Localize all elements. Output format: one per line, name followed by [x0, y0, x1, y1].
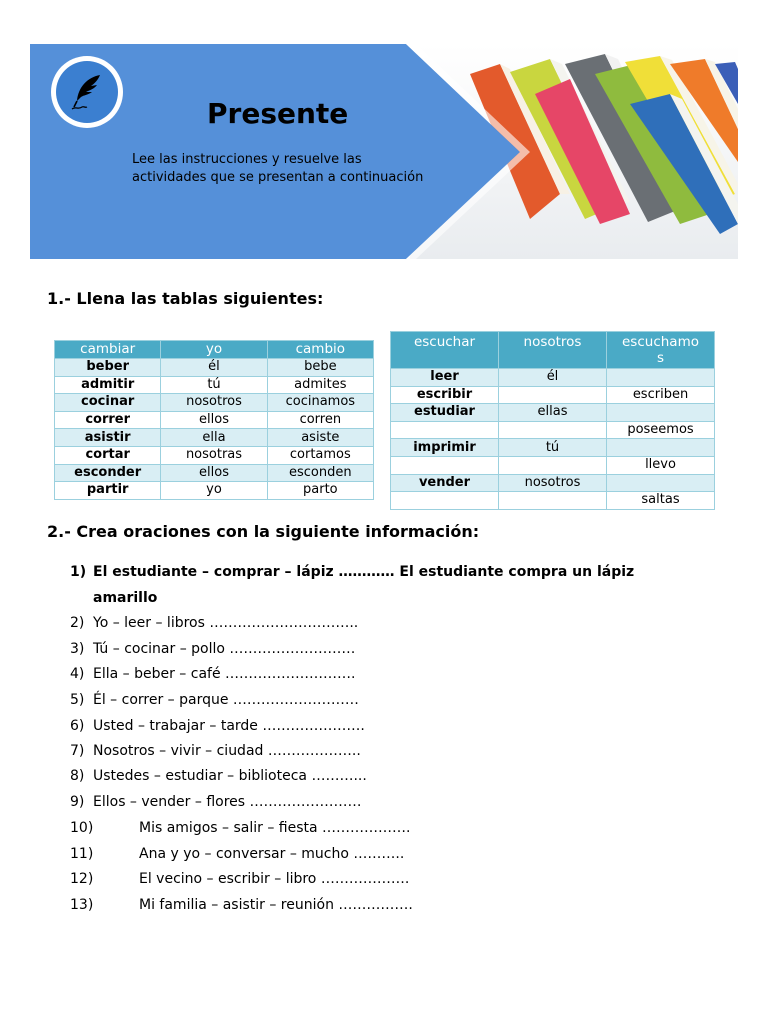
list-item-number: 4): [70, 666, 85, 682]
list-item-text: El vecino – escribir – libro ……………….: [139, 871, 410, 887]
instructions-line-1: Lee las instrucciones y resuelve las: [132, 152, 362, 167]
conjugation-table-2: [390, 331, 715, 510]
table-cell: vender: [391, 474, 499, 492]
list-item-text: Mi familia – asistir – reunión …………….: [139, 897, 413, 913]
page-title: Presente: [207, 97, 349, 130]
table-cell: poseemos: [607, 421, 715, 439]
table-row: [55, 446, 374, 464]
table-row: [391, 439, 715, 457]
list-item-number: 10): [70, 820, 94, 836]
list-item-number: 13): [70, 897, 94, 913]
logo-circle: [56, 61, 118, 123]
section-1-heading: 1.- Llena las tablas siguientes:: [47, 289, 324, 308]
table-cell: asistir: [55, 429, 161, 447]
table-cell: cocinar: [55, 394, 161, 412]
table-cell: ellos: [161, 411, 267, 429]
table-cell: él: [499, 369, 607, 387]
table-cell: bebe: [267, 359, 373, 377]
table-header-line: s: [656, 350, 665, 366]
table-cell: nosotros: [499, 474, 607, 492]
list-item-text: Yo – leer – libros …………………………..: [93, 615, 359, 631]
header-banner: [30, 44, 738, 259]
list-item-number: 8): [70, 768, 85, 784]
table-cell: cortar: [55, 446, 161, 464]
list-item-text: Ustedes – estudiar – biblioteca ………...: [93, 768, 367, 784]
table-cell: escriben: [607, 386, 715, 404]
table-header: yo: [161, 341, 267, 359]
list-item-text: Nosotros – vivir – ciudad ………………..: [93, 743, 361, 759]
table-header: cambio: [267, 341, 373, 359]
table-cell: [391, 456, 499, 474]
quill-feather-icon: [70, 73, 104, 111]
logo: [51, 56, 123, 128]
table-row: [391, 404, 715, 422]
list-item-number: 5): [70, 692, 85, 708]
table-cell: esconden: [267, 464, 373, 482]
table-cell: corren: [267, 411, 373, 429]
table-cell: cocinamos: [267, 394, 373, 412]
table-cell: él: [161, 359, 267, 377]
table-row: [55, 376, 374, 394]
banner-instructions: [132, 151, 472, 187]
table-row: [391, 492, 715, 510]
instructions-line-2: actividades que se presentan a continuación: [132, 170, 424, 185]
table-cell: parto: [267, 482, 373, 500]
table-header: escuchar: [391, 332, 499, 369]
table-header: nosotros: [499, 332, 607, 369]
list-item-number: 6): [70, 718, 85, 734]
table-row: [55, 359, 374, 377]
table-cell: [499, 421, 607, 439]
table-row: [55, 464, 374, 482]
table-cell: leer: [391, 369, 499, 387]
table-cell: asiste: [267, 429, 373, 447]
table-cell: admites: [267, 376, 373, 394]
table-row: [391, 386, 715, 404]
table-cell: [499, 492, 607, 510]
list-item-number: 9): [70, 794, 85, 810]
list-item-text: Usted – trabajar – tarde ………………….: [93, 718, 365, 734]
list-item-number: 11): [70, 846, 94, 862]
list-item-text: Ana y yo – conversar – mucho ………..: [139, 846, 405, 862]
list-item-text: El estudiante – comprar – lápiz ………… El estudiante compra un lápiz: [93, 564, 635, 580]
list-item-number: 3): [70, 641, 85, 657]
list-item-number: 12): [70, 871, 94, 887]
table-row: [55, 411, 374, 429]
table-cell: beber: [55, 359, 161, 377]
table-cell: ellas: [499, 404, 607, 422]
table-cell: yo: [161, 482, 267, 500]
list-item-continuation: amarillo: [93, 590, 158, 606]
table-header-row: [391, 332, 715, 369]
table-cell: imprimir: [391, 439, 499, 457]
table-cell: ellos: [161, 464, 267, 482]
table-cell: cortamos: [267, 446, 373, 464]
table-cell: partir: [55, 482, 161, 500]
list-item-number: 1): [70, 564, 87, 580]
table-row: [391, 474, 715, 492]
table-cell: tú: [161, 376, 267, 394]
table-cell: estudiar: [391, 404, 499, 422]
table-cell: admitir: [55, 376, 161, 394]
table-cell: [607, 474, 715, 492]
list-item-text: Él – correr – parque ………………………: [93, 692, 359, 708]
list-item-number: 7): [70, 743, 85, 759]
table-cell: [499, 456, 607, 474]
conjugation-table-1: [54, 340, 374, 500]
table-row: [55, 394, 374, 412]
table-cell: llevo: [607, 456, 715, 474]
table-row: [55, 429, 374, 447]
table-cell: [607, 404, 715, 422]
table-row: [391, 369, 715, 387]
table-header-line: escuchamo: [622, 334, 699, 350]
table-cell: [499, 386, 607, 404]
table-cell: tú: [499, 439, 607, 457]
table-row: [391, 456, 715, 474]
list-item-number: 2): [70, 615, 85, 631]
table-cell: [607, 439, 715, 457]
table-cell: saltas: [607, 492, 715, 510]
table-cell: esconder: [55, 464, 161, 482]
table-cell: ella: [161, 429, 267, 447]
table-header-row: [55, 341, 374, 359]
list-item-text: Mis amigos – salir – fiesta ……………….: [139, 820, 411, 836]
table-row: [391, 421, 715, 439]
table-cell: [391, 421, 499, 439]
table-cell: escribir: [391, 386, 499, 404]
table-header: [607, 332, 715, 369]
table-cell: [607, 369, 715, 387]
section-2-heading: 2.- Crea oraciones con la siguiente información:: [47, 522, 480, 541]
table-cell: nosotras: [161, 446, 267, 464]
table-cell: [391, 492, 499, 510]
list-item-text: Ella – beber – café ……………………….: [93, 666, 356, 682]
table-cell: nosotros: [161, 394, 267, 412]
table-row: [55, 482, 374, 500]
table-cell: correr: [55, 411, 161, 429]
list-item-text: Tú – cocinar – pollo ………………………: [93, 641, 356, 657]
table-header: cambiar: [55, 341, 161, 359]
list-item-text: Ellos – vender – flores ……………………: [93, 794, 362, 810]
